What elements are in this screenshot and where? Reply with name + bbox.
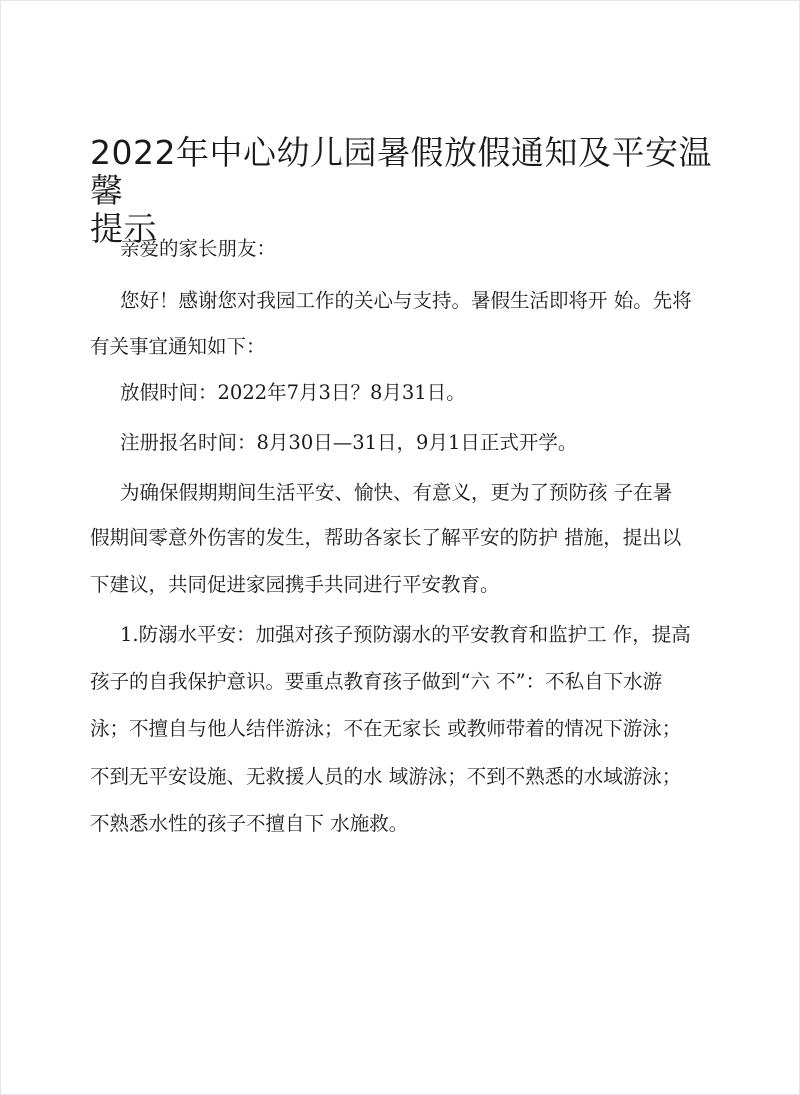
paragraph-line: 不熟悉水性的孩子不擅自下 水施救。 (90, 812, 409, 835)
document-title (90, 134, 730, 248)
paragraph-line: 不到无平安设施、无救援人员的水 域游泳；不到不熟悉的水域游泳； (90, 765, 682, 788)
paragraph-line: 有关事宜通知如下： (90, 335, 266, 358)
paragraph-line: 1.防溺水平安：加强对孩子预防溺水的平安教育和监护工 作，提高 (120, 623, 691, 646)
paragraph-line: 为确保假期期间生活平安、愉快、有意义，更为了预防孩 子在暑 (120, 481, 673, 504)
paragraph-line: 假期间零意外伤害的发生，帮助各家长了解平安的防护 措施，提出以 (90, 526, 682, 549)
greeting: 亲爱的家长朋友： (120, 237, 277, 260)
paragraph-line: 泳；不擅自与他人结伴游泳；不在无家长 或教师带着的情况下游泳； (90, 717, 682, 740)
paragraph-line: 您好！感谢您对我园工作的关心与支持。暑假生活即将开 始。先将 (120, 289, 692, 312)
holiday-time: 放假时间：2022年7月3日？8月31日。 (120, 381, 466, 404)
paragraph-line: 下建议，共同促进家园携手共同进行平安教育。 (90, 573, 500, 596)
title-line-2: 提示 (90, 209, 157, 248)
paragraph-line: 孩子的自我保护意识。要重点教育孩子做到“六 不”：不私自下水游 (90, 670, 663, 693)
title-line-1: 2022年中心幼儿园暑假放假通知及平安温馨 (90, 133, 712, 210)
registration-time: 注册报名时间：8月30日—31日，9月1日正式开学。 (120, 431, 578, 454)
